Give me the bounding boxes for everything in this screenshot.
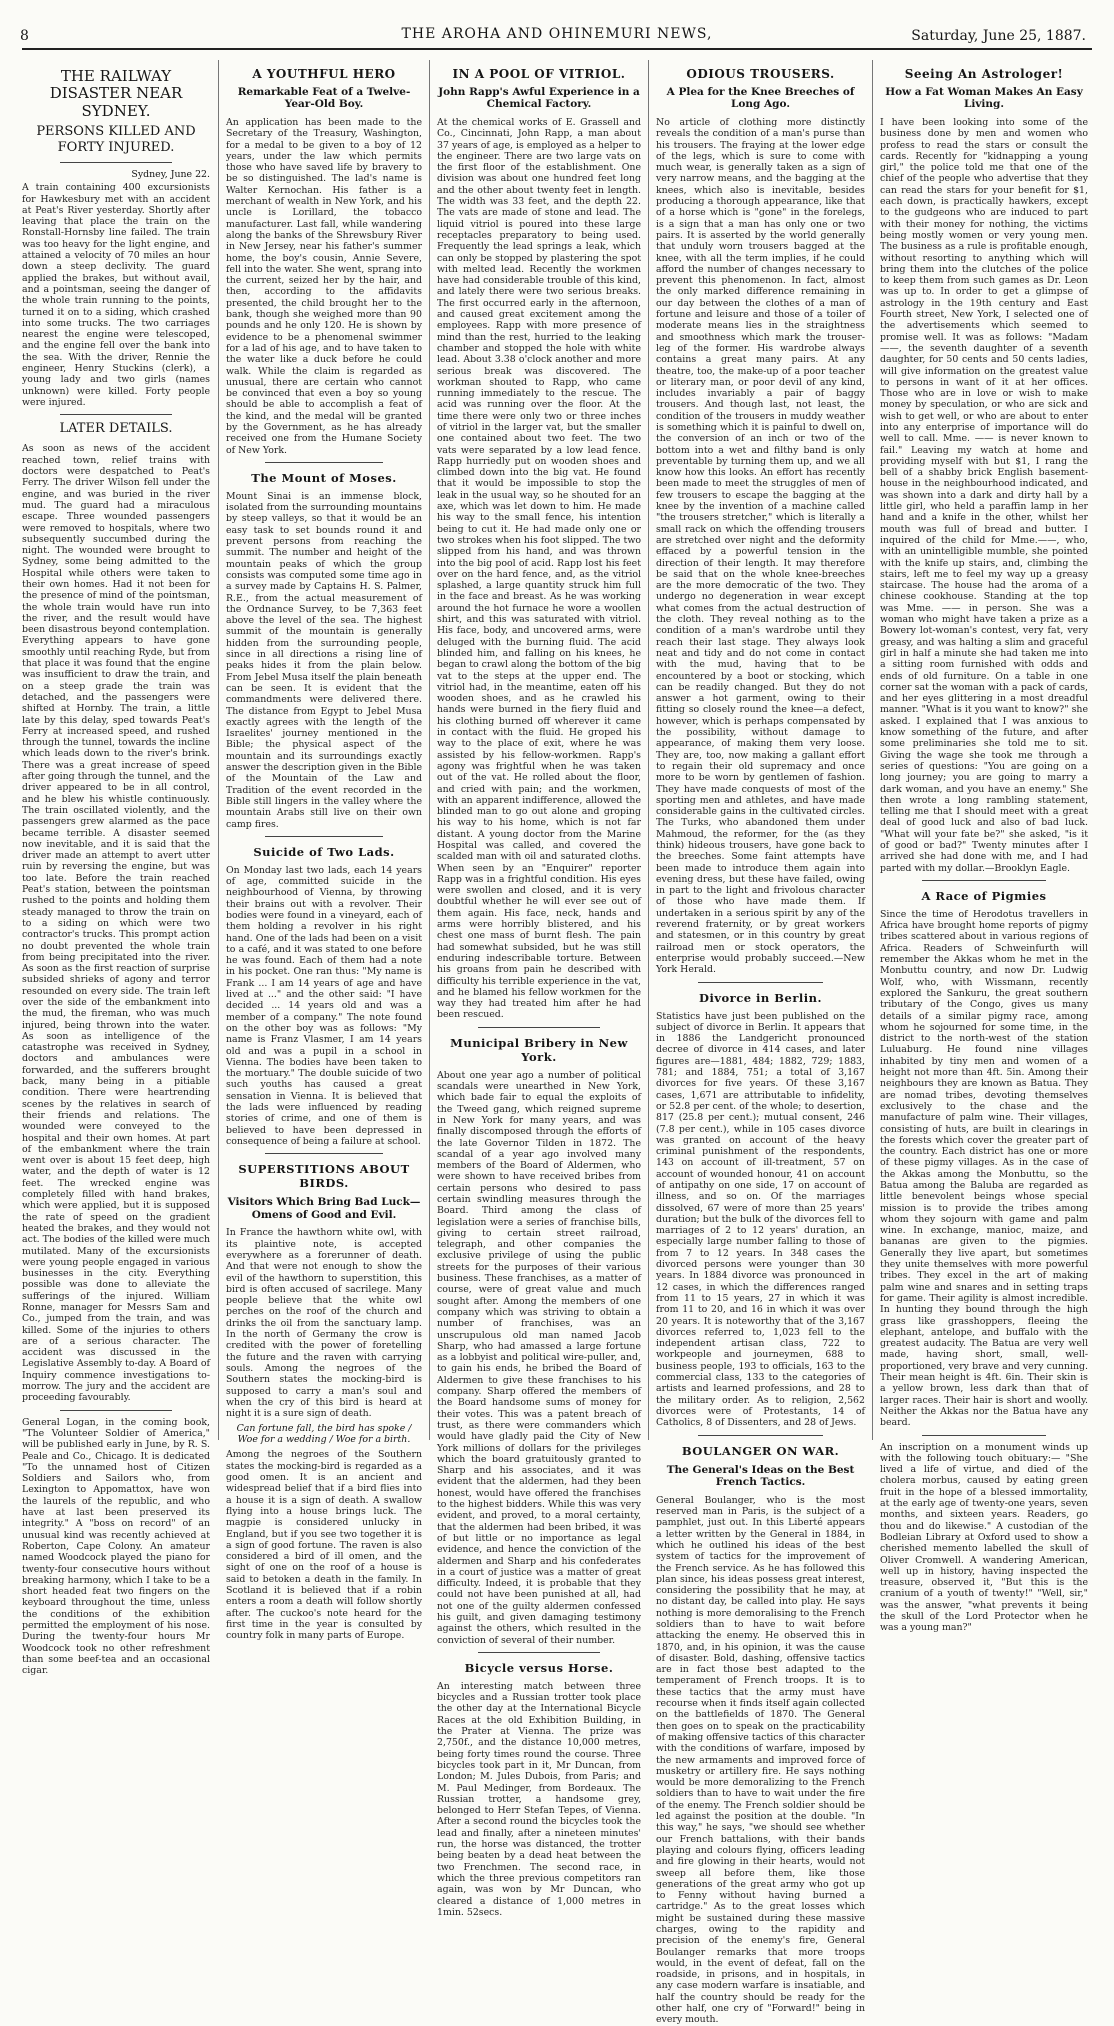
article-body: I have been looking into some of the business done by men and women who profess to read the stars or consult the cards. Recently for "kidnapping a young girl," the police told me that one of the chief of the people who advertise that they can read the stars for your benefit for $1, each down, is practically hawkers, except to the gudgeons who are induced to part with their money for nothing, the victims being mostly women or very young men. The business as a rule is profitable enough, without resorting to anything which will bring them into the clutches of the police to keep them from such games as Dr. Leon was up to. In order to get a glimpse of astrology in the 19th century and East Fourth street, New York, I selected one of the advertisements which seemed to promise well. It was as follows: "Madam——, the seventh daughter of a seventh daughter, for 50 cents and 50 cents ladies, will give information on the greatest value to persons in want of it at her offices. Those who are in love or wish to make money by speculation, or who are sick and wish to get well, or who are about to enter into any enterprise of importance will do well to call. Mme. —— is never known to fail." Leaving my watch at home and providing myself with but $1, I rang the bell of a shabby brick English basement-house in the neighbourhood indicated, and was shown into a dark and dirty hall by a little girl, who held a paraffin lamp in her hand and a knife in the other, whilst her mouth was full of bread and butter. I inquired of the child for Mme.——, who, with an unintelligible mumble, she pointed with the knife up stairs, and, climbing the stairs, left me to feel my way up a greasy staircase. The house had the aroma of a chinese cookhouse. Standing at the top was Mme. —— in person. She was a woman who might have taken a prize as a Bowery lot-woman's contest, very fat, very greasy, and was halting a slim and graceful girl in half a minute she had taken me into a sitting room furnished with odds and ends of old furniture. On a table in one corner sat the woman with a pack of cards, and her eyes glittering in a most dreadful manner. "What is it you want to know?" she asked. I explained that I was anxious to know something of the future, and after some preliminaries she told me to sit. Giving the wage she took me through a series of questions: "You are going on a long journey; you are going to marry a dark woman, and you have an enemy." She then wrote a long rambling statement, telling me that I should meet with a great deal of good luck and also of bad luck. "What will your fate be?" she asked, "is it of good or bad?" Twenty minutes after I arrived she had done with me, and I had parted with my dollar.—Brooklyn Eagle.: [880, 116, 1088, 874]
page-number: 8: [20, 28, 29, 44]
section-heading: Municipal Bribery in New York.: [450, 1035, 628, 1064]
article-body: In France the hawthorn white owl, with its plaintive note, is accepted everywhere as a forerunner of death. And that were not enough to show the evil of the hawthorn to superstition, this bird is often accused of sacrilege. Many people believe that the white owl perches on the roof of the church and drinks the oil from the sanctuary lamp. In the north of Germany the crow is credited with the power of foretelling the future and the raven with carrying souls. Among the negroes of the Southern states the mocking-bird is supposed to carry a man's soul and when the cry of this bird is heard at night it is a sure sign of death.: [226, 1227, 422, 1420]
divider: [922, 1435, 1047, 1436]
article-body: On Monday last two lads, each 14 years of age, committed suicide in the neighbourhood of Vienna, by throwing their brains out with a revolver. Their bodies were found in a vineyard, each of them holding a revolver in his right hand. One of the lads had been on a visit to a café, and it was stated to one before he was found. Each of them had a note in his pocket. One ran thus: "My name is Frank ... I am 14 years of age and have lived at ..." and the other said: "I have decided ... 14 years old and was a member of a company." The note found on the other boy was as follows: "My name is Franz Vlasmer, I am 14 years old and was a pupil in a school in Vienna. The bodies have been taken to the mortuary." The double suicide of two such youths has caused a great sensation in Vienna. It is believed that the lads were influenced by reading stories of crime, and one of them is believed to have been depressed in consequence of being a failure at school.: [226, 864, 422, 1147]
article-body: Among the negroes of the Southern states the mocking-bird is regarded as a good omen. It is an ancient and widespread belief that if a bird flies into a house it is a sign of death. A swallow flying into a house brings luck. The magpie is considered unlucky in England, but if you see two together it is a sign of good fortune. The raven is also considered a bird of ill omen, and the sight of one on the roof of a house is said to betoken a death in the family. In Scotland it is believed that if a robin enters a room a death will follow shortly after. The cuckoo's note heard for the first time in the year is consulted by country folk in many parts of Europe.: [226, 1449, 422, 1642]
section-heading: SUPERSTITIONS ABOUT BIRDS.: [238, 1162, 410, 1191]
article-subhead: The General's Ideas on the Best French Tactics.: [666, 1463, 855, 1489]
divider: [60, 1410, 173, 1411]
divider: [60, 414, 173, 415]
column-3: [437, 64, 641, 1918]
divider: [265, 462, 383, 463]
article-body: General Logan, in the coming book, "The Volunteer Soldier of America," will be published early in June, by R. S. Peale and Co., Chicago. It is dedicated "To the unnamed host of Citizen Soldiers and Sailors who, from Lexington to Appomattox, have won the laurels of the republic, and who have at last been preserved its integrity." A "boss on record" of an unusual kind was recently achieved at Roberton, Cape Colony. An amateur named Woodcock played the piano for twenty-four consecutive hours without breaking harmony, which I take to be a short headed feat two fingers on the keyboard throughout the time, unless the conditions of the exhibition permitted the employment of his nose. During the twenty-four hours Mr Woodcock took no other refreshment than some beef-tea and an occasional cigar.: [22, 1416, 210, 1677]
article-subhead: John Rapp's Awful Experience in a Chemical Factory.: [438, 85, 640, 111]
section-heading: A Race of Pigmies: [921, 888, 1047, 903]
section-heading: Suicide of Two Lads.: [253, 844, 395, 859]
article-body: Since the time of Herodotus travellers in Africa have brought home reports of pigmy tribes scattered about in various regions of Africa. Readers of Schweinfurth will remember the Akkas whom he met in the Monbuttu country, and now Dr. Ludwig Wolf, who, with Wissmann, recently explored the Sankuru, the great southern tributary of the Congo, gives us many details of a similar pigmy race, among whom he sojourned for some time, in the district to the north-west of the station Luluaburg. He found nine villages inhabited by tiny men and women of a height not more than 4ft. 5in. Among their neighbours they are known as Batua. They are nomad tribes, devoting themselves exclusively to the chase and the manufacture of palm wine. Their villages, consisting of huts, are built in clearings in the forests which cover the greater part of the country. Each district has one or more of these pigmy villages. As in the case of the Akkas among the Monbuttu, so the Batua among the Baluba are regarded as little benevolent beings whose special mission is to provide the tribes among whom they sojourn with game and palm wine. In exchange, manioc, maize, and bananas are given to the pigmies. Generally they live apart, but sometimes they unite themselves with more powerful tribes. They excel in the art of making palm wine and snares and in setting traps for game. Their agility is almost incredible. In hunting they bound through the high grass like grasshoppers, fleeing the elephant, antelope, and buffalo with the greatest audacity. The Batua are very well made, having short, small, well-proportioned, very brave and very cunning. Their mean height is 4ft. 6in. Their skin is a yellow brown, less dark than that of larger races. Their hair is short and woolly. Neither the Akkas nor the Batua have any beard.: [880, 908, 1088, 1429]
article-subhead: A Plea for the Knee Breeches of Long Ago.: [666, 85, 855, 111]
article-subhead: Visitors Which Bring Bad Luck—Omens of Good and Evil.: [227, 1196, 421, 1221]
article-subhead: How a Fat Woman Makes An Easy Living.: [885, 85, 1083, 111]
column-1: [22, 64, 210, 1677]
section-heading: Bicycle versus Horse.: [464, 1660, 614, 1675]
column-divider: [648, 60, 649, 1440]
column-divider: [872, 60, 873, 1440]
article-subhead: Remarkable Feat of a Twelve-Year-Old Boy.: [237, 85, 411, 111]
article-headline: ODIOUS TROUSERS.: [686, 67, 835, 81]
column-4: [656, 64, 865, 2026]
divider: [698, 1435, 823, 1436]
article-body: At the chemical works of E. Grassell and Co., Cincinnati, John Rapp, a man about 37 years of age, is employed as a helper to the engineer. There are two large vats on the first floor of the establishment. One division was about one hundred feet long and the other about twenty feet in length. The width was 33 feet, and the depth 22. The vats are made of stone and lead. The liquid vitriol is poured into these large receptacles preparatory to being used. Frequently the lead springs a leak, which can only be stopped by plastering the spot with melted lead. Recently the workmen have had considerable trouble of this kind, and lately there were two serious breaks. The first occurred early in the afternoon, and caused great excitement among the employees. Rapp with more presence of mind than the rest, hurried to the leaking chamber and stopped the hole with white lead. About 3.38 o'clock another and more serious break was discovered. The workman shouted to Rapp, who came running immediately to the rescue. The acid was running over the floor. At the time there were only two or three inches of vitriol in the larger vat, but the smaller one contained about two feet. The two vats were separated by a low lead fence. Rapp hurriedly put on wooden shoes and climbed down into the big vat. He found that it would be impossible to stop the leak in the usual way, so he shouted for an axe, which was let down to him. He made his way to the small fence, his intention being to cut it. He had made only one or two strokes when his foot slipped. The two slipped from his hand, and was thrown into the big pool of acid. Rapp lost his feet over on the hard fence, and, as the vitriol splashed, a large quantity struck him full in the face and breast. As he was working around the hot furnace he wore a woollen shirt, and this was saturated with vitriol. His face, body, and uncovered arms, were deluged with the burning fluid. The acid blinded him, and falling on his knees, he began to crawl along the bottom of the big vat to the steps at the upper end. The vitriol had, in the meantime, eaten off his wooden shoes, and as he crawled his hands were burned in the fiery fluid and his clothing burned off wherever it came in contact with the fluid. He groped his way to the place of exit, where he was assisted by his fellow-workmen. Rapp's agony was frightful when he was taken out of the vat. He rolled about the floor, and cried with pain; and the workmen, with an apparent indifference, allowed the blinded man to go out alone and groping his way to his home, which is not far distant. A young doctor from the Marine Hospital was called, and covered the scalded man with oil and saturated cloths. When seen by an "Enquirer" reporter Rapp was in a frightful condition. His eyes were swollen and closed, and it is very doubtful whether he will ever see out of them again. His face, neck, hands and arms were horribly blistered, and his chest one mass of burnt flesh. The pain had somewhat subsided, but he was still enduring indescribable torture. Between his groans from pain he described with difficulty his terrible experience in the vat, and he blamed his fellow workmen for the way they had treated him after he had been rescued.: [437, 116, 641, 1021]
section-heading: LATER DETAILS.: [59, 421, 173, 437]
masthead: [0, 0, 1114, 62]
divider: [265, 836, 383, 837]
article-headline: A YOUTHFUL HERO: [252, 67, 396, 81]
verse: Can fortune fall, the bird has spoke / Woe for a wedding / Woe for a birth.: [236, 1423, 412, 1446]
article-body: About one year ago a number of political scandals were unearthed in New York, which bade fair to equal the exploits of the Tweed gang, which reigned supreme in New York for many years, and was finally discomposed through the efforts of the late Governor Tilden in 1872. The scandal of a year ago involved many members of the Board of Aldermen, who were shown to have received bribes from certain persons who desired to pass certain swindling measures through the Board. Third among the class of legislation were a series of franchise bills, giving to certain street railroad, telegraph, and other companies the exclusive privilege of using the public streets for the purposes of their various business. These franchises, as a matter of course, were of great value and much sought after. Among the members of one company which was striving to obtain a number of franchises, was an unscrupulous old man named Jacob Sharp, who had amassed a large fortune as a lobbyist and political wire-puller, and, to gain his ends, he bribed the Board of Aldermen to give these franchises to his company. Sharp offered the members of the Board handsome sums of money for their votes. This was a patent breach of trust, as there were commanders which would have gladly paid the City of New York millions of dollars for the privileges which the board gratuitously granted to Sharp and his associates, and it was evident that the aldermen, had they been honest, would have offered the franchises to the highest bidders. While this was very evident, and proved, to a moral certainty, that the aldermen had been bribed, it was of but little or no importance as legal evidence, and hence the conviction of the aldermen and Sharp and his confederates in a court of justice was a matter of great difficulty. Indeed, it is probable that they could not have been punished at all, had not one of the guilty aldermen confessed his guilt, and given damaging testimony against the others, which resulted in the conviction of several of their number.: [437, 1069, 641, 1646]
issue-date: Saturday, June 25, 1887.: [911, 28, 1086, 44]
article-headline: Seeing An Astrologer!: [904, 67, 1064, 81]
dateline: Sydney, June 22.: [131, 169, 210, 181]
divider: [478, 1027, 600, 1028]
column-2: [226, 64, 422, 1642]
divider: [60, 162, 173, 163]
article-body: As soon as news of the accident reached town, relief trains with doctors were despatched to Peat's Ferry. The driver Wilson fell under the engine, and was buried in the river mud. The guard had a miraculous escape. Three wounded passengers were removed to hospitals, where two subsequently succumbed during the night. The wounded were brought to Sydney, some being admitted to the Hospital while others were taken to their own homes. Had it not been for the presence of mind of the pointsman, the whole train would have run into the river, and the result would have been disastrous beyond contemplation. Everything appears to have gone smoothly until reaching Ryde, but from that place it was found that the engine was insufficient to draw the train, and on a steep grade the train was detached, and the passengers were shifted at Hornby. The train, a little late by this delay, sped towards Peat's Ferry at increased speed, and rushed through the tunnel, towards the incline which leads down to the river's brink. There was a great increase of speed after going through the tunnel, and the driver appeared to be in all control, and he blew his whistle continuously. The train oscillated violently, and the passengers grew alarmed as the pace became terrible. A disaster seemed now inevitable, and it is said that the driver made an attempt to avert utter ruin by reversing the engine, but was too late. Before the train reached Peat's station, between the pointsman rushed to the points and holding them steady managed to throw the train on to a siding on which were two contractor's trucks. This prompt action no doubt prevented the whole train from being precipitated into the river. As soon as the first reaction of surprise subsided shrieks of agony and terror resounded on every side. The train left over the side of the embankment into the mud, the fireman, who was much injured, being thrown into the water. As soon as intelligence of the catastrophe was received in Sydney, doctors and ambulances were forwarded, and the sufferers brought back, many being in a pitiable condition. There were heartrending scenes by the relatives in search of their friends and relations. The wounded were conveyed to the hospital and their own homes. At part of the embankment where the train went over is about 15 feet deep, high water, and the depth of water is 12 feet. The wrecked engine was completely filled with hand brakes, which were applied, but it is supposed the rate of speed on the gradient heated the brakes, and they would not act. The bodies of the killed were much mutilated. Many of the excursionists were young people engaged in various businesses in the city. Everything possible was done to alleviate the sufferings of the injured. William Ronne, manager for Messrs Sam and Co., jumped from the train, and was killed. Some of the injuries to others are of a serious character. The accident was discussed in the Legislative Assembly to-day. A Board of Inquiry commence investigations to-morrow. The jury and the accident are proceeding favourably.: [22, 443, 210, 1404]
article-headline: IN A POOL OF VITRIOL.: [452, 67, 626, 81]
article-body: An application has been made to the Secretary of the Treasury, Washington, for a medal to be given to a boy of 12 years, under the law which permits those who have saved life by bravery to be so distinguished. The lad's name is Walter Kernochan. His father is a merchant of wealth in New York, and his uncle is Lorillard, the tobacco manufacturer. Last fall, while wandering along the banks of the Shrewsbury River in New Jersey, near his father's summer home, the boy's cousin, Annie Severe, fell into the water. She went, sprang into the current, seized her by the hair, and then, according to the affidavits presented, the child brought her to the bank, though she weighed more than 90 pounds and he only 120. He is shown by evidence to be a phenomenal swimmer for a lad of his age, and to have taken to the water like a duck before he could walk. While the claim is regarded as unusual, there are certain who cannot be convinced that even a boy so young should be able to accomplish a feat of the kind, and the medal will be granted by the Government, as he has already received one from the Humane Society of New York.: [226, 116, 422, 456]
masthead-rule: [22, 48, 1092, 50]
column-divider: [429, 60, 430, 1440]
divider: [698, 982, 823, 983]
section-heading: BOULANGER ON WAR.: [681, 1443, 840, 1458]
newspaper-title: THE AROHA AND OHINEMURI NEWS,: [401, 26, 713, 42]
article-headline: THE RAILWAY DISASTER NEAR SYDNEY.: [49, 67, 183, 120]
section-heading: The Mount of Moses.: [251, 470, 397, 485]
divider: [265, 1153, 383, 1154]
column-5: [880, 64, 1088, 1634]
article-body: Mount Sinai is an immense block, isolated from the surrounding mountains by steep valleys, so that it would be an easy task to set bounds round it and prevent persons from reaching the summit. The number and height of the mountain peaks of which the group consists was computed some time ago in a survey made by Captains H. S. Palmer, R.E., from the actual measurement of the Ordnance Survey, to be 7,363 feet above the level of the sea. The highest summit of the mountain is generally hidden from the surrounding people, since in all directions a rising line of peaks hides it from the plain below. From Jebel Musa itself the plain beneath can be seen. It is evident that the commandments were delivered there. The distance from Egypt to Jebel Musa exactly agrees with the length of the Israelites' journey mentioned in the Bible; the physical aspect of the mountain and its surroundings exactly answer the description given in the Bible of the Mountain of the Law and Tradition of the event recorded in the Bible still lingers in the valley where the mountain Arabs still live on their own camp fires.: [226, 490, 422, 830]
divider: [478, 1652, 600, 1653]
article-body: An inscription on a monument winds up with the following touch obituary:— "She lived a life of virtue, and died of the cholera morbus, caused by eating green fruit in the hope of a blessed immortality, at the early age of twenty-one years, seven months, and sixteen years. Readers, go thou and do likewise." A custodian of the Bodleian Library at Oxford used to show a cherished memento labelled the skull of Oliver Cromwell. A wandering American, well up in history, having inspected the treasure, observed it, "But this is the cranium of a youth of twenty!" "Well, sir," was the answer, "what prevents it being the skull of the Lord Protector when he was a young man?": [880, 1441, 1088, 1634]
divider: [922, 880, 1047, 881]
article-body: A train containing 400 excursionists for Hawkesbury met with an accident at Peat's River yesterday. Shortly after leaving that place the train on the Ronstall-Hornsby line failed. The train was too heavy for the light engine, and attained a velocity of 70 miles an hour down a steep declivity. The guard applied the brakes, but without avail, and a pointsman, seeing the danger of the whole train running to the points, turned it on to a siding, which crashed into some trucks. The two carriages nearest the engine were telescoped, and the engine fell over the bank into the sea. With the driver, Rennie the engineer, Henry Stuckins (clerk), a young lady and two girls (names unknown) were killed. Forty people were injured.: [22, 182, 210, 408]
article-body: General Boulanger, who is the most reserved man in Paris, is the subject of a pamphlet, just out. In this Liberté appears a letter written by the General in 1884, in which he outlined his ideas of the best system of tactics for the improvement of the French service. As he has followed this plan since, his ideas possess great interest, considering the possibility that he may, at no distant day, be called into play. He says nothing is more demoralising to the French soldiers than to have to wait before attacking the enemy. He observed this in 1870, and, in his opinion, it was the cause of disaster. Bold, dashing, offensive tactics are in fact those best adapted to the temperament of French troops. It is to these tactics that the army must have recourse when it finds itself again collected on the battlefields of 1870. The General then goes on to speak on the practicability of making offensive tactics of this character with the conditions of warfare, imposed by the new armaments and improved force of musketry or artillery fire. He says nothing would be more demoralizing to the French soldiers than to have to wait under the fire of the enemy. The French soldier should be led against the position at the double. "In this way," he says, "we should see whether our French battalions, with their bands playing and colours flying, officers leading and fire glowing in their hearts, would not sweep all before them, like those generations of the great army who got up to Fenny without having burned a cartridge." As to the great losses which might be sustained during these massive charges, owing to the rapidity and precision of the enemy's fire, General Boulanger remarks that more troops would, in the event of defeat, fall on the roadside, in prisons, and in hospitals, in any case modern warfare is insatiable, and half the country should be ready for the other half, one cry of "Forward!" being in every mouth.: [656, 1494, 865, 2026]
column-divider: [218, 60, 219, 1440]
section-heading: Divorce in Berlin.: [698, 990, 822, 1005]
article-body: No article of clothing more distinctly reveals the condition of a man's purse than his trousers. The fraying at the lower edge of the legs, which is sure to come with much wear, is generally taken as a sign of very narrow means, and the bagging at the knees, which also is inevitable, besides producing a thorough appearance, like that of a horse which is "gone" in the forelegs, is a sign that a man has only one or two pairs. It is asserted by the world generally that unduly worn trousers bagged at the knee, with all the term implies, if he could afford the number of changes necessary to prevent this phenomenon. In fact, almost the only marked difference remaining in our day between the clothes of a man of fortune and leisure and those of a toiler of moderate means lies in the straightness and smoothness which mark the trouser-leg of the former. His wardrobe always contains a great many pairs. At any theatre, too, the make-up of a poor teacher or literary man, or poor devil of any kind, includes invariably a pair of baggy trousers. And though last, not least, the condition of the trousers in muddy weather is something which it is painful to dwell on, the conversion of an inch or two of the bottom into a wet and filthy band is only preventable by turning them up, and we all know how this looks. An effort has recently been made to meet the struggles of men of few trousers to escape the bagging at the knee by the invention of a machine called "the trousers stretcher," which is literally a small rack on which the offending trousers are stretched over night and the deformity effaced by a powerful tension in the direction of their length. It may therefore be said that on the whole knee-breeches are the more democratic of the two. They undergo no degeneration in wear except what comes from the actual destruction of the cloth. They reveal nothing as to the condition of a man's wardrobe until they reach their last stage. They always look neat and tidy and do not come in contact with the mud, having that to be encountered by a boot or stocking, which can be readily changed. But they do not answer a hot garment, owing to their fitting so closely round the knee—a defect, however, which is perhaps compensated by the possibility, without damage to appearance, of making them very loose. They are, too, now making a gallant effort to regain their old supremacy and once more to be worn by gentlemen of fashion. They have made conquests of most of the sporting men and athletes, and have made considerable gains in the cultivated circles. The Turks, who abandoned them under Mahmoud, the reformer, for the (as they think) hideous trousers, have gone back to the breeches. Some faint attempts have been made to introduce them again into evening dress, but these have failed, owing in part to the light and frivolous character of those who have made them. If undertaken in a serious spirit by any of the reverend fraternity, or by great workers and statesmen, or in this country by great railroad men or stock operators, the enterprise would probably succeed.—New York Herald.: [656, 116, 865, 976]
article-body: An interesting match between three bicycles and a Russian trotter took place the other day at the International Bicycle Races at the old Exhibition Building, in the Prater at Vienna. The prize was 2,750f., and the distance 10,000 metres, being forty times round the course. Three bicycles took part in it, Mr Duncan, from London; M. Jules Dubois, from Paris; and M. Paul Medinger, from Bordeaux. The Russian trotter, a handsome grey, belonged to Herr Stefan Tepes, of Vienna. After a second round the bicycles took the lead and finally, after a nineteen minutes' run, the horse was distanced, the trotter being beaten by a dead heat between the two Frenchmen. The second race, in which the three previous competitors ran again, was won by Mr Duncan, who cleared a distance of 1,000 metres in 1min. 52secs.: [437, 1680, 641, 1918]
article-subhead: PERSONS KILLED AND FORTY INJURED.: [36, 123, 196, 155]
article-body: Statistics have just been published on the subject of divorce in Berlin. It appears that in 1886 the Landgericht pronounced decree of divorce in 414 cases, and later figures are—1881, 484; 1882, 729; 1883, 781; and 1884, 751; a total of 3,167 divorces for five years. Of these 3,167 cases, 1,671 are attributable to infidelity, or 52.8 per cent. of the whole; to desertion, 817 (25.8 per cent.); mutual consent, 246 (7.8 per cent.), while in 105 cases divorce was granted on account of the heavy criminal punishment of the respondents, 143 on account of ill-treatment, 57 on account of wounded honour, 41 on account of antipathy on one side, 17 on account of illness, and so on. Of the marriages dissolved, 67 were of more than 25 years' duration; but the bulk of the divorces fell to marriages of 2 to 12 years' duration, an especially large number falling to those of from 7 to 12 years. In 348 cases the divorced persons were younger than 30 years. In 1884 divorce was pronounced in 12 cases, in which the differences ranged from 11 to 15 years, 27 in which it was from 11 to 20, and 16 in which it was over 20 years. It is noteworthy that of the 3,167 divorces referred to, 1,023 fell to the independent artisan class, 722 to workpeople and journeymen, 688 to business people, 193 to officials, 163 to the commercial class, 133 to the categories of artists and learned professions, and 28 to the military order. As to religion, 2,562 divorces were of Protestants, 14 of Catholics, 8 of Dissenters, and 28 of Jews.: [656, 1010, 865, 1429]
